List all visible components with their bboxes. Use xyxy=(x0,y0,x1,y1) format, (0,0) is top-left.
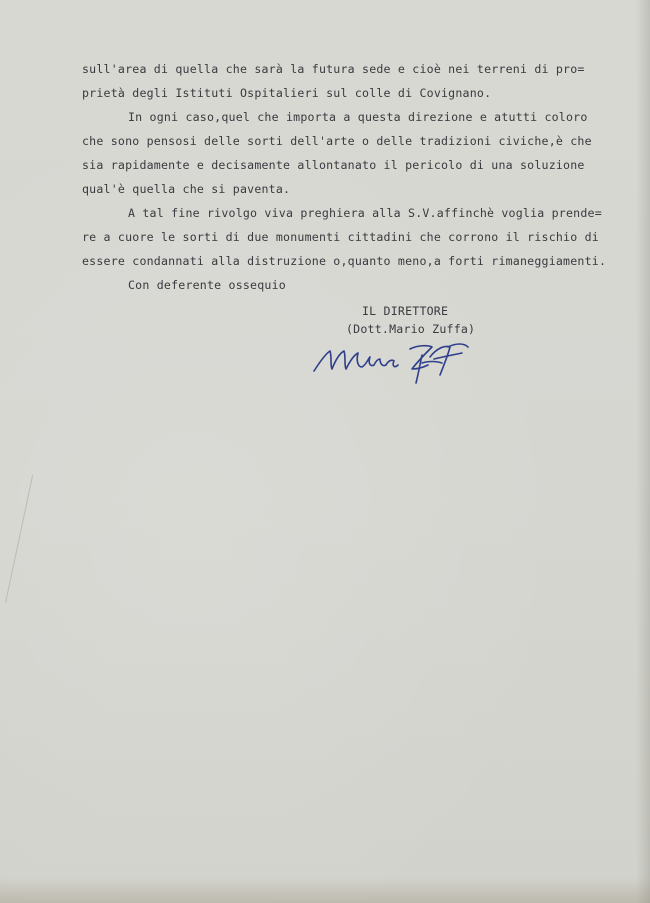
letter-line-4: che sono pensosi delle sorti dell'arte o delle tradizioni civiche,è che xyxy=(82,134,592,148)
letter-line-9: essere condannati alla distruzione o,quanto meno,a forti rimaneggiamenti. xyxy=(82,254,607,268)
paper-crease xyxy=(5,475,92,615)
letter-line-5: sia rapidamente e decisamente allontanato il pericolo di una soluzione xyxy=(82,158,585,172)
handwritten-signature xyxy=(310,335,470,385)
page-edge-shadow xyxy=(636,0,650,903)
signatory-name: (Dott.Mario Zuffa) xyxy=(346,322,476,336)
letter-line-2: prietà degli Istituti Ospitalieri sul colle di Covignano. xyxy=(82,86,492,100)
letter-line-6: qual'è quella che si paventa. xyxy=(82,182,291,196)
letter-line-1: sull'area di quella che sarà la futura sede e cioè nei terreni di pro= xyxy=(82,62,585,76)
letter-line-7: A tal fine rivolgo viva preghiera alla S.V.affinchè voglia prende= xyxy=(128,206,602,220)
letter-line-3: In ogni caso,quel che importa a questa direzione e atutti coloro xyxy=(128,110,588,124)
signatory-title: IL DIRETTORE xyxy=(362,304,449,318)
page-bottom-edge xyxy=(0,877,650,903)
closing-salutation: Con deferente ossequio xyxy=(128,278,286,292)
letter-line-8: re a cuore le sorti di due monumenti cittadini che corrono il rischio di xyxy=(82,230,599,244)
